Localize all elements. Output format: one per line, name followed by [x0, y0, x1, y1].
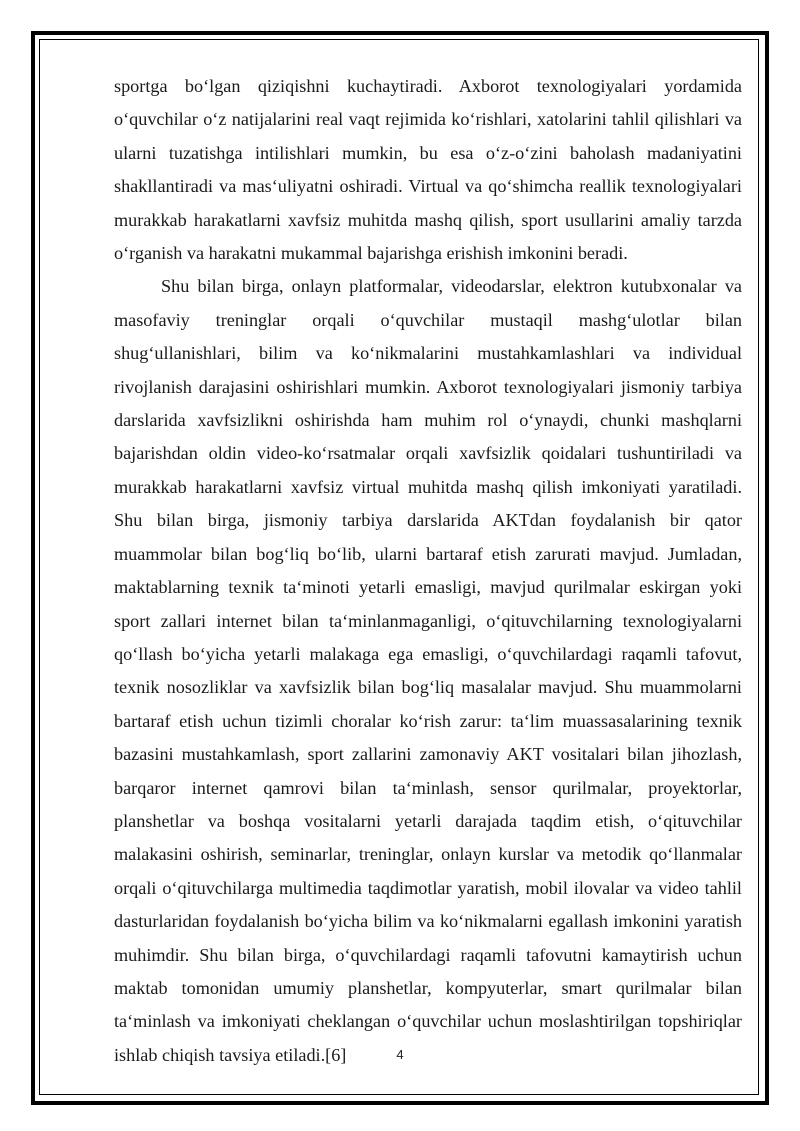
paragraph-2: Shu bilan birga, onlayn platformalar, videodarslar, elektron kutubxonalar va masofaviy treninglar orqali o‘quvchilar mustaqil mashg‘ulotlar bilan shug‘ullanishlari, bilim va ko‘nikmalarini mustahkamlashlari va individual rivojlanish darajasini oshirishlari mumkin. Axborot texnologiyalari jismoniy tarbiya darslarida xavfsizlikni oshirishda ham muhim rol o‘ynaydi, chunki mashqlarni bajarishdan oldin video-ko‘rsatmalar orqali xavfsizlik qoidalari tushuntiriladi va murakkab harakatlarni xavfsiz virtual muhitda mashq qilish imkoniyati yaratiladi. Shu bilan birga, jismoniy tarbiya darslarida AKTdan foydalanish bir qator muammolar bilan bog‘liq bo‘lib, ularni bartaraf etish zarurati mavjud. Jumladan, maktablarning texnik ta‘minoti yetarli emasligi, mavjud qurilmalar eskirgan yoki sport zallari internet bilan ta‘minlanmaganligi, o‘qituvchilarning texnologiyalarni qo‘llash bo‘yicha yetarli malakaga ega emasligi, o‘quvchilardagi raqamli tafovut, texnik nosozliklar va xavfsizlik bilan bog‘liq masalalar mavjud. Shu muammolarni bartaraf etish uchun tizimli choralar ko‘rish zarur: ta‘lim muassasalarining texnik bazasini mustahkamlash, sport zallarini zamonaviy AKT vositalari bilan jihozlash, barqaror internet qamrovi bilan ta‘minlash, sensor qurilmalar, proyektorlar, planshetlar va boshqa vositalarni yetarli darajada taqdim etish, o‘qituvchilar malakasini oshirish, seminarlar, treninglar, onlayn kurslar va metodik qo‘llanmalar orqali o‘qituvchilarga multimedia taqdimotlar yaratish, mobil ilovalar va video tahlil dasturlaridan foydalanish bo‘yicha bilim va ko‘nikmalarni egallash imkonini yaratish muhimdir. Shu bilan birga, o‘quvchilardagi raqamli tafovutni kamaytirish uchun maktab tomonidan umumiy planshetlar, kompyuterlar, smart qurilmalar bilan ta‘minlash va imkoniyati cheklangan o‘quvchilar uchun moslashtirilgan topshiriqlar ishlab chiqish tavsiya etiladi.[6]	[114, 276, 742, 1065]
paragraph-1: sportga bo‘lgan qiziqishni kuchaytiradi. Axborot texnologiyalari yordamida o‘quvchilar o‘z natijalarini real vaqt rejimida ko‘rishlari, xatolarini tahlil qilishlari va ularni tuzatishga intilishlari mumkin, bu esa o‘z-o‘zini baholash madaniyatini shakllantiradi va mas‘uliyatni oshiradi. Virtual va qo‘shimcha reallik texnologiyalari murakkab harakatlarni xavfsiz muhitda mashq qilish, sport usullarini amaliy tarzda o‘rganish va harakatni mukammal bajarishga erishish imkonini beradi.	[114, 76, 742, 264]
document-body	[114, 70, 742, 1072]
page-number: 4	[396, 1047, 404, 1062]
